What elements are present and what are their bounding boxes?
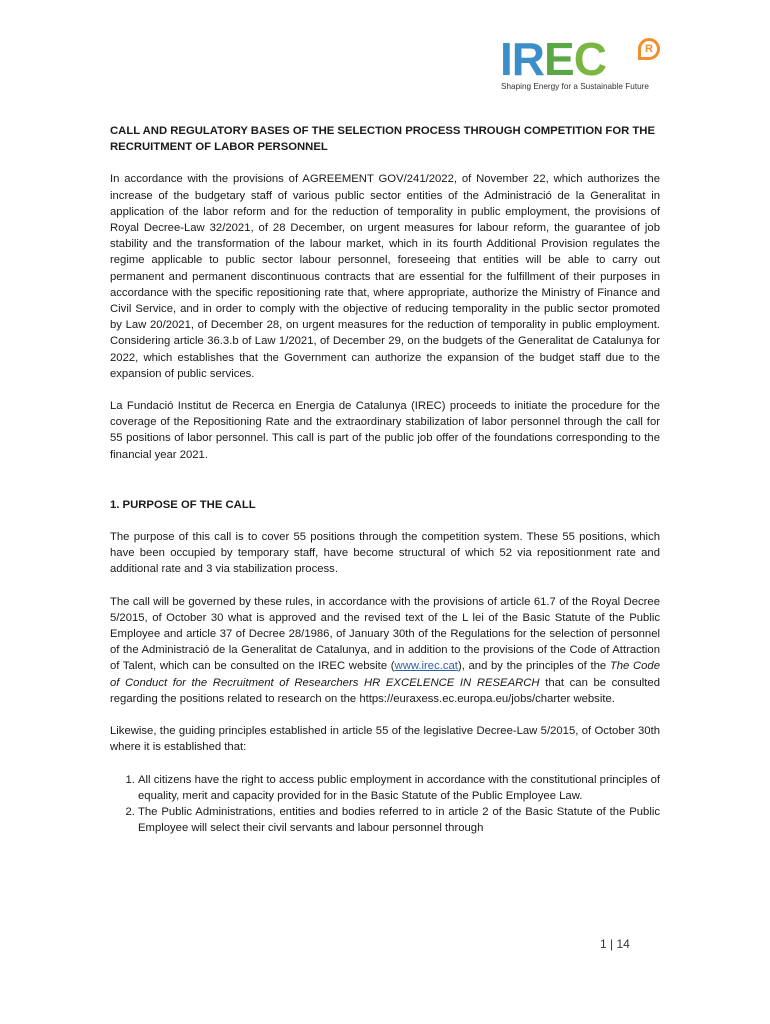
- document-title: CALL AND REGULATORY BASES OF THE SELECTION PROCESS THROUGH COMPETITION FOR THE RECRUITMENT OF LABOR PERSONNEL: [110, 125, 655, 154]
- intro-paragraph-2: La Fundació Institut de Recerca en Energia de Catalunya (IREC) proceeds to initiate the procedure for the coverage of the Repositioning Rate and the extraordinary stabilization of labor personnel through the call for 55 positions of labor personnel. This call is part of the public job offer of the foundations corresponding to the financial year 2021.: [110, 400, 660, 461]
- section-1-heading: 1. PURPOSE OF THE CALL: [110, 498, 256, 511]
- irec-logo: [500, 33, 660, 96]
- document-body: [110, 123, 660, 836]
- principles-list: [110, 772, 660, 837]
- logo-tagline: Shaping Energy for a Sustainable Future: [501, 82, 649, 91]
- purpose-text-c: that can be consulted regarding the positions related to research on the https://euraxess.ec.europa.eu/jobs/charter website.: [110, 676, 660, 705]
- registered-mark-icon: R: [638, 38, 660, 60]
- purpose-paragraph-3: Likewise, the guiding principles established in article 55 of the legislative Decree-Law 5/2015, of October 30th where it is established that:: [110, 725, 660, 754]
- list-item: 1. All citizens have the right to access public employment in accordance with the constitutional principles of equality, merit and capacity provided for in the Basic Statute of the Public Employee Law.: [138, 772, 660, 804]
- code-of-conduct-title: The Code of Conduct for the Recruitment of Researchers HR EXCELENCE IN RESEARCH: [110, 660, 661, 689]
- irec-website-link[interactable]: www.irec.cat: [394, 660, 458, 673]
- intro-paragraph-1: In accordance with the provisions of AGREEMENT GOV/241/2022, of November 22, which authorizes the increase of the budgetary staff of various public sector entities of the Administració de la Generalitat in application of the labor reform and for the reduction of temporality in public employment, the provisions of Royal Decree-Law 32/2021, of 28 December, on urgent measures for labour reform, the guarantee of job stability and the transformation of the labour market, which in its fourth Additional Provision regulates the regime applicable to public sector labour personnel, foreseeing that entities will be able to carry out permanent and permanent discontinuous contracts that are essential for the fulfillment of their purposes in accordance with the specific repositioning rate that, where appropriate, authorize the Ministry of Finance and Civil Service, and in order to comply with the objective of reducing temporality in the public sector promoted by Law 20/2021, of December 28, on urgent measures for the reduction of temporality in public employment. Considering article 36.3.b of Law 1/2021, of December 29, on the budgets of the Generalitat de Catalunya for 2022, which establishes that the Government can authorize the expansion of the budget staff due to the expansion of public services.: [110, 173, 660, 380]
- logo-wordmark: IREC: [500, 33, 606, 85]
- page-number: 1 | 14: [600, 937, 630, 951]
- purpose-text-a: The call will be governed by these rules, in accordance with the provisions of article 61.7 of the Royal Decree 5/2015, of October 30 what is approved and the revised text of the L lei of the Basic Statute of the Public Employee and article 37 of Decree 28/1986, of January 30th of the Regulations for the selection of personnel of the Administració de la Generalitat de Catalunya, and in addition to the provisions of the Code of Attraction of Talent, which can be consulted on the IREC website (: [110, 595, 660, 673]
- list-item: 2. The Public Administrations, entities and bodies referred to in article 2 of the Basic Statute of the Public Employee will select their civil servants and labour personnel through: [138, 804, 660, 836]
- purpose-paragraph-1: The purpose of this call is to cover 55 positions through the competition system. These 55 positions, which have been occupied by temporary staff, have become structural of which 52 via repositionment rate and additional rate and 3 via stabilization process.: [110, 531, 660, 576]
- purpose-paragraph-2: [110, 594, 660, 707]
- purpose-text-b: ), and by the principles of the: [457, 660, 610, 673]
